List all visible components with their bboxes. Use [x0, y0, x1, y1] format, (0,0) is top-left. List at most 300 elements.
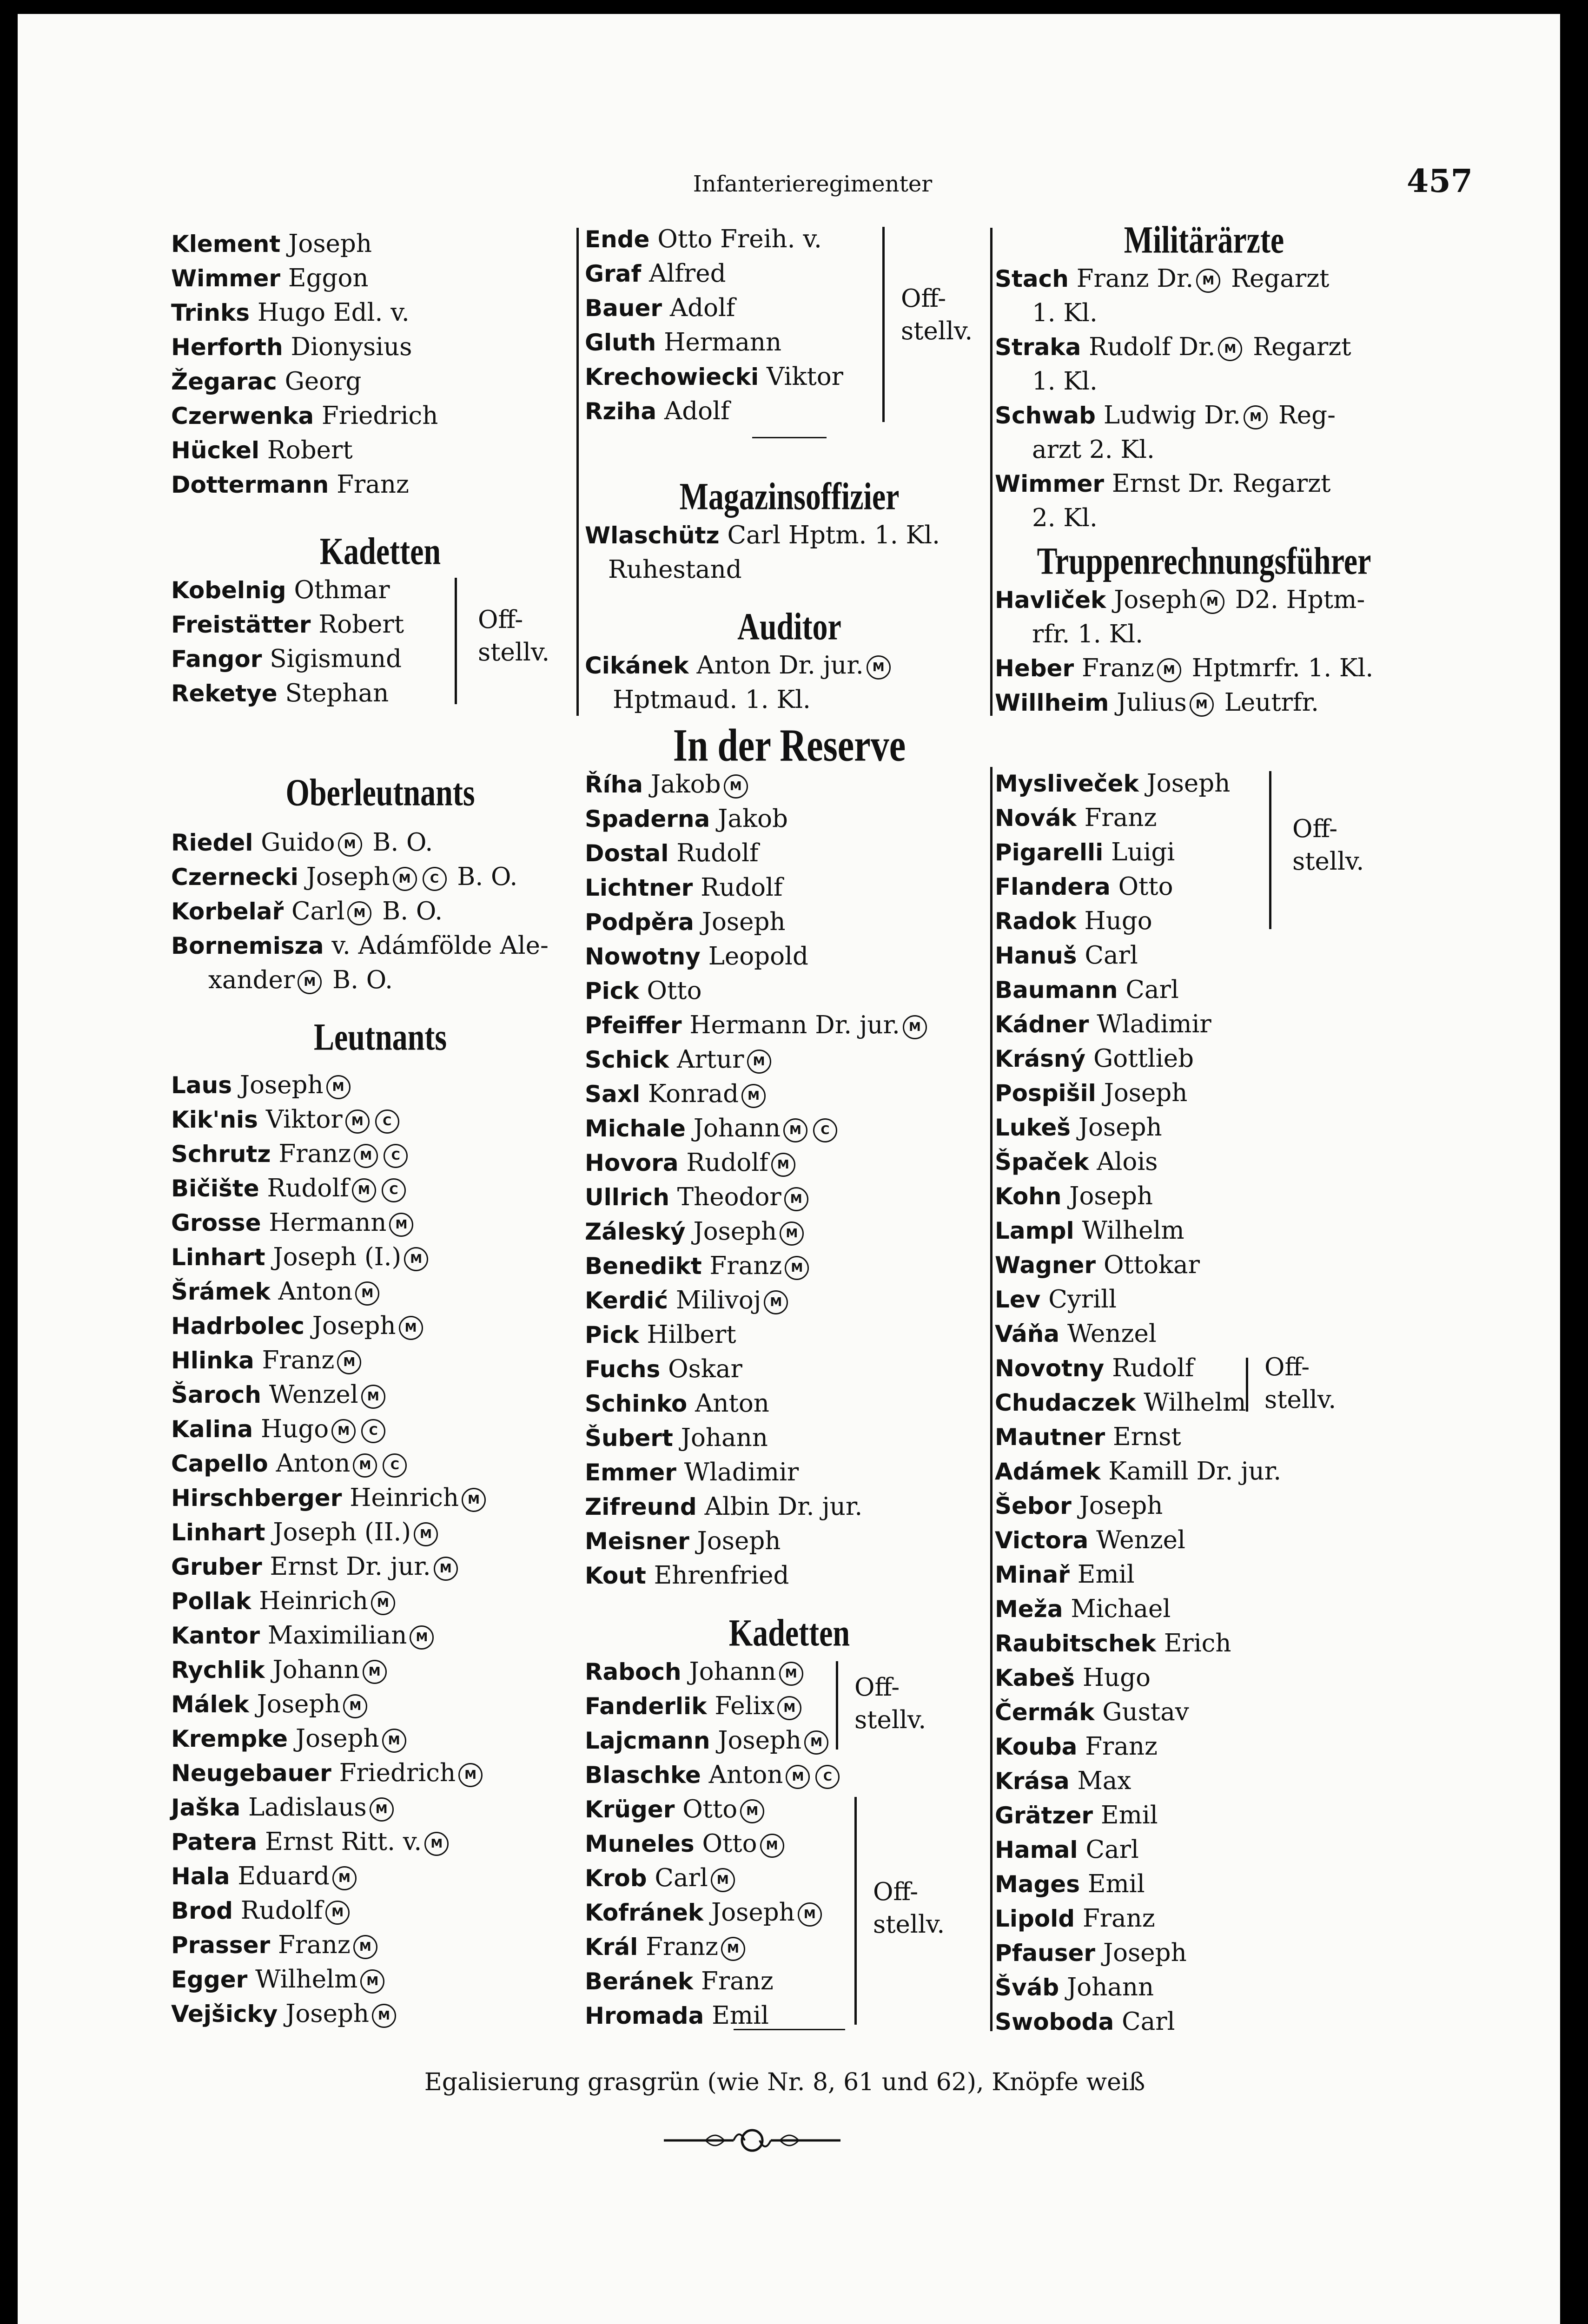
oberleutnant-entry	[171, 825, 589, 860]
reserve-entry	[995, 1867, 1413, 1901]
reserve-entry	[585, 939, 994, 974]
given-name: Friedrich	[339, 1759, 456, 1787]
leutnant-entry	[171, 1756, 589, 1790]
given-name: Artur	[677, 1045, 744, 1074]
surname: Říha	[585, 771, 643, 798]
list-item	[171, 364, 589, 399]
surname: Schwab	[995, 402, 1096, 429]
rank-text: Regarzt	[1253, 333, 1351, 361]
arzt-entry	[995, 330, 1413, 364]
middle-column	[585, 222, 994, 2033]
m-circle-icon: M	[784, 1187, 808, 1211]
surname: Stach	[995, 265, 1069, 292]
surname: Mysliveček	[995, 770, 1139, 797]
c-circle-icon: C	[813, 1118, 837, 1142]
given-name: Adolf	[664, 397, 730, 425]
given-name: Wenzel	[1096, 1526, 1186, 1554]
given-name: Emil	[1087, 1870, 1145, 1898]
m-circle-icon: M	[382, 1729, 406, 1753]
section-title-reserve: In der Reserve	[673, 720, 906, 771]
surname: Kofránek	[585, 1899, 704, 1926]
off-stellv-note: Off-stellv.	[1264, 1353, 1337, 1414]
surname: Lampl	[995, 1217, 1074, 1244]
reserve-entry	[585, 1318, 994, 1352]
surname: Gruber	[171, 1553, 262, 1580]
surname: Pospišil	[995, 1080, 1096, 1107]
surname: Dostal	[585, 840, 669, 867]
given-name: 2. Kl.	[1032, 504, 1098, 532]
surname: Linhart	[171, 1519, 265, 1546]
surname: Benedikt	[585, 1253, 702, 1280]
m-circle-icon: M	[711, 1868, 735, 1892]
reserve-entry	[585, 1249, 994, 1283]
aerzte-list	[995, 262, 1413, 535]
reserve-entry	[995, 1214, 1413, 1248]
given-name: Anton	[708, 1761, 783, 1789]
reserve-entry	[995, 2005, 1413, 2039]
surname: Pigarelli	[995, 839, 1104, 866]
list-item	[585, 360, 994, 394]
kadetten-entry	[171, 573, 589, 607]
reserve-entry	[585, 1111, 994, 1146]
m-circle-icon: M	[424, 1832, 449, 1856]
surname: Mautner	[995, 1424, 1105, 1451]
surname: Capello	[171, 1450, 268, 1477]
given-name: Joseph	[711, 1898, 795, 1927]
leutnant-entry	[171, 1343, 589, 1378]
m-circle-icon: M	[777, 1696, 801, 1720]
surname: Šrámek	[171, 1278, 271, 1305]
m-circle-icon: M	[360, 1969, 384, 1994]
surname: Mages	[995, 1871, 1080, 1898]
reserve-entry	[585, 1043, 994, 1077]
brace	[445, 578, 457, 704]
m-circle-icon: M	[740, 1799, 764, 1823]
given-name: Joseph	[693, 1217, 777, 1246]
surname: Fangor	[171, 646, 262, 673]
m-circle-icon: M	[404, 1247, 428, 1271]
list-item	[171, 227, 589, 261]
given-name: Rudolf	[267, 1174, 349, 1202]
reserve-entry	[995, 1110, 1413, 1145]
surname: Rychlik	[171, 1657, 265, 1684]
surname: Hlinka	[171, 1347, 254, 1374]
given-name: Johann	[681, 1424, 768, 1452]
given-name: Joseph	[295, 1724, 379, 1753]
m-circle-icon: M	[747, 1050, 771, 1074]
leutnants-list	[171, 1068, 589, 2031]
list-item	[171, 468, 589, 502]
off-stellv-note: Off-stellv.	[873, 1878, 945, 1939]
surname: Král	[585, 1934, 638, 1961]
given-name: Rudolf	[686, 1149, 768, 1177]
surname: Krempke	[171, 1725, 288, 1752]
m-circle-icon: M	[355, 1281, 379, 1306]
arzt-entry	[995, 433, 1413, 467]
given-name: Carl	[1085, 941, 1138, 970]
given-name: xander	[208, 966, 295, 994]
surname: Kerdić	[585, 1287, 668, 1314]
surname: Korbelař	[171, 898, 284, 925]
surname: Bornemisza	[171, 932, 324, 959]
surname: Emmer	[585, 1459, 676, 1486]
surname: Nowotny	[585, 943, 701, 970]
surname: Zifreund	[585, 1493, 697, 1520]
reserve-entry	[995, 1833, 1413, 1867]
c-circle-icon: C	[815, 1765, 840, 1789]
m-circle-icon: M	[337, 1350, 361, 1374]
given-name: Albin Dr. jur.	[704, 1492, 863, 1521]
given-name: Joseph	[1104, 1079, 1188, 1107]
given-name: Hermann	[269, 1208, 387, 1237]
surname: Hovora	[585, 1149, 679, 1176]
running-header: Infanterieregimenter	[693, 171, 933, 197]
rank-text: B. O.	[457, 863, 518, 891]
given-name: Kamill Dr. jur.	[1108, 1457, 1282, 1486]
leutnant-entry	[171, 1274, 589, 1309]
surname: Cikánek	[585, 652, 689, 679]
leutnant-entry	[171, 1962, 589, 1997]
m-circle-icon: M	[721, 1937, 745, 1961]
section-title-oberleutnants: Oberleutnants	[285, 771, 475, 814]
surname: Wimmer	[995, 470, 1105, 497]
surname: Schrutz	[171, 1141, 271, 1168]
surname: Czernecki	[171, 864, 298, 891]
given-name: Franz	[701, 1967, 774, 1995]
reserve-entry	[585, 1386, 994, 1421]
reserve-entry	[995, 1007, 1413, 1042]
surname: Šváb	[995, 1974, 1059, 2001]
m-circle-icon: M	[434, 1557, 458, 1581]
arzt-entry	[995, 501, 1413, 535]
reserve-entry	[995, 1901, 1413, 1936]
given-name: Ernst Dr. jur.	[270, 1552, 431, 1581]
rank-text: Hptmrfr. 1. Kl.	[1191, 654, 1374, 682]
m-circle-icon: M	[798, 1902, 822, 1927]
surname: Lichtner	[585, 874, 693, 901]
reserve-entry	[995, 1386, 1413, 1420]
rechnungsfuehrer-entry	[995, 686, 1413, 720]
list-item	[171, 296, 589, 330]
m-circle-icon: M	[771, 1153, 795, 1177]
c-circle-icon: C	[384, 1144, 408, 1168]
m-circle-icon: M	[393, 867, 417, 891]
leutnant-entry	[171, 1584, 589, 1618]
arzt-entry	[995, 364, 1413, 398]
given-name: Maximilian	[267, 1621, 407, 1650]
reserve-entry	[585, 1077, 994, 1111]
given-name: Anton Dr. jur.	[696, 651, 864, 680]
given-name: Hugo	[1082, 1664, 1151, 1692]
reserve-entry	[995, 766, 1413, 801]
mid-kadetten-b	[585, 1792, 994, 2033]
given-name: Rudolf	[240, 1896, 323, 1925]
oberleutnant-entry	[171, 860, 589, 894]
leutnant-entry	[171, 1825, 589, 1859]
given-name: Rudolf	[1112, 1354, 1194, 1382]
surname: Kout	[585, 1562, 646, 1589]
surname: Neugebauer	[171, 1760, 331, 1787]
oberleutnant-entry	[171, 963, 589, 997]
brace	[827, 1661, 838, 1750]
m-circle-icon: M	[414, 1522, 438, 1546]
rechnungsfuehrer-entry	[995, 651, 1413, 686]
given-name: Carl	[291, 897, 345, 925]
ornament-icon	[659, 2124, 845, 2157]
surname: Bičište	[171, 1175, 259, 1202]
surname: Prasser	[171, 1932, 271, 1959]
off-stellv-note: Off-stellv.	[478, 606, 550, 667]
surname: Minař	[995, 1561, 1070, 1588]
given-name: Max	[1077, 1767, 1131, 1795]
right-column	[995, 218, 1413, 2039]
surname: Graf	[585, 260, 642, 287]
reserve-entry	[995, 1076, 1413, 1110]
surname: Adámek	[995, 1458, 1101, 1485]
surname: Schinko	[585, 1390, 688, 1417]
m-circle-icon: M	[325, 1901, 350, 1925]
m-circle-icon: M	[783, 1118, 807, 1142]
surname: Trinks	[171, 299, 250, 326]
surname: Novák	[995, 805, 1077, 832]
rank-text: B. O.	[332, 966, 393, 994]
given-name: Franz	[262, 1346, 335, 1374]
surname: Pfauser	[995, 1940, 1096, 1967]
kadetten-entry	[585, 1723, 994, 1758]
given-name: Viktor	[767, 363, 843, 391]
m-circle-icon: M	[1190, 693, 1214, 717]
surname: Meža	[995, 1596, 1063, 1623]
m-circle-icon: M	[779, 1662, 803, 1686]
given-name: Anton	[278, 1277, 353, 1306]
given-name: Johann	[1067, 1973, 1154, 2001]
m-circle-icon: M	[458, 1763, 483, 1787]
surname: Meisner	[585, 1528, 689, 1555]
rank-text: Reg-	[1278, 401, 1336, 429]
surname: Šebor	[995, 1492, 1072, 1519]
right-reserve-c	[995, 1351, 1413, 1420]
given-name: Joseph	[306, 863, 390, 891]
leutnant-entry	[171, 1412, 589, 1446]
given-name: Franz	[646, 1933, 718, 1961]
surname: Šaroch	[171, 1381, 261, 1408]
given-name: Franz	[278, 1931, 351, 1959]
reserve-entry	[585, 802, 994, 836]
reserve-entry	[585, 767, 994, 802]
given-name: Joseph	[1079, 1492, 1163, 1520]
surname: Kabeš	[995, 1664, 1075, 1691]
c-circle-icon: C	[361, 1419, 385, 1443]
reserve-entry	[995, 1282, 1413, 1317]
given-name: arzt 2. Kl.	[1032, 436, 1155, 464]
given-name: Julius	[1117, 688, 1187, 717]
surname: Linhart	[171, 1244, 265, 1271]
given-name: Friedrich	[321, 402, 438, 430]
given-name: Wilhelm	[1144, 1388, 1246, 1417]
given-name: Michael	[1071, 1595, 1171, 1623]
magazin-entry-cont: Ruhestand	[608, 555, 742, 584]
given-name: 1. Kl.	[1032, 299, 1098, 327]
leutnant-entry	[171, 1171, 589, 1206]
given-name: Wenzel	[1067, 1320, 1157, 1348]
brace	[1260, 771, 1271, 929]
surname: Willheim	[995, 689, 1109, 716]
reserve-entry	[585, 871, 994, 905]
c-circle-icon: C	[383, 1453, 407, 1478]
surname: Lipold	[995, 1905, 1075, 1932]
surname: Straka	[995, 334, 1081, 361]
given-name: Joseph	[285, 2000, 370, 2028]
leutnant-entry	[171, 1206, 589, 1240]
given-name: Sigismund	[270, 645, 402, 673]
m-circle-icon: M	[764, 1290, 788, 1314]
surname: Patera	[171, 1829, 258, 1855]
reserve-entry	[585, 1180, 994, 1215]
surname: Muneles	[585, 1830, 695, 1857]
surname: Freistätter	[171, 611, 311, 638]
given-name: v. Adámfölde Ale-	[331, 931, 549, 960]
reserve-entry	[995, 1179, 1413, 1214]
reserve-entry	[995, 938, 1413, 973]
list-item	[171, 261, 589, 296]
leutnant-entry	[171, 1997, 589, 2031]
leutnant-entry	[171, 1790, 589, 1825]
given-name: 1. Kl.	[1032, 367, 1098, 396]
surname: Krechowiecki	[585, 363, 759, 390]
m-circle-icon: M	[361, 1385, 385, 1409]
mid-kadetten-a	[585, 1655, 994, 1758]
surname: Schick	[585, 1046, 669, 1073]
reserve-entry	[995, 1248, 1413, 1282]
surname: Kádner	[995, 1011, 1089, 1038]
m-circle-icon: M	[786, 1765, 810, 1789]
given-name: Guido	[261, 828, 335, 857]
given-name: Milivoj	[675, 1286, 761, 1314]
reserve-entry	[585, 1524, 994, 1558]
section-title-truppenrechnungsfuehrer: Truppenrechnungsführer	[1037, 540, 1371, 583]
surname: Beránek	[585, 1968, 694, 1995]
given-name: Wladimir	[684, 1458, 799, 1486]
given-name: Ladislaus	[248, 1793, 367, 1822]
m-circle-icon: M	[389, 1213, 413, 1237]
given-name: Emil	[1100, 1801, 1158, 1829]
given-name: Ernst Dr. Regarzt	[1112, 469, 1331, 498]
surname: Novotny	[995, 1355, 1105, 1382]
section-title-magazinsoffizier: Magazinsoffizier	[679, 475, 900, 518]
given-name: Emil	[712, 2001, 769, 2030]
m-circle-icon: M	[1244, 405, 1268, 429]
c-circle-icon: C	[375, 1109, 399, 1134]
surname: Klement	[171, 231, 281, 257]
list-item	[585, 222, 994, 257]
surname: Hadrbolec	[171, 1313, 304, 1340]
given-name: Joseph	[257, 1690, 341, 1718]
leutnant-entry	[171, 1309, 589, 1343]
given-name: Joseph	[1069, 1182, 1153, 1210]
leutnant-entry	[171, 1446, 589, 1481]
reserve-entry	[995, 1454, 1413, 1489]
reserve-entry	[995, 1351, 1413, 1386]
given-name: Franz	[278, 1140, 351, 1168]
surname: Kalina	[171, 1416, 253, 1443]
surname: Šubert	[585, 1425, 673, 1452]
reserve-entry	[995, 1798, 1413, 1833]
given-name: Konrad	[648, 1080, 739, 1108]
surname: Blaschke	[585, 1762, 701, 1789]
given-name: Alfred	[649, 259, 726, 288]
surname: Pollak	[171, 1588, 251, 1615]
given-name: Joseph	[1146, 769, 1231, 798]
reserve-entry	[585, 1455, 994, 1490]
given-name: Johann	[693, 1114, 781, 1142]
reserve-entry	[995, 1489, 1413, 1523]
leutnant-entry	[171, 1378, 589, 1412]
m-circle-icon: M	[363, 1660, 387, 1684]
arzt-entry	[995, 296, 1413, 330]
given-name: Viktor	[265, 1105, 343, 1134]
right-reserve-a	[995, 766, 1413, 938]
reserve-entry	[995, 1764, 1413, 1798]
given-name: Hermann	[664, 328, 782, 357]
m-circle-icon: M	[345, 1109, 370, 1134]
m-circle-icon: M	[1218, 337, 1242, 361]
given-name: rfr. 1. Kl.	[1032, 620, 1143, 648]
kadetten-entry	[585, 1827, 994, 1861]
surname: Hückel	[171, 437, 260, 464]
given-name: Heinrich	[350, 1484, 459, 1512]
given-name: Franz Dr.	[1076, 264, 1194, 293]
given-name: Franz	[1081, 654, 1154, 682]
given-name: Cyrill	[1048, 1285, 1117, 1314]
surname: Havliček	[995, 587, 1106, 614]
given-name: Rudolf	[701, 873, 783, 902]
given-name: Joseph (II.)	[273, 1518, 411, 1546]
m-circle-icon: M	[298, 970, 322, 994]
m-circle-icon: M	[1196, 269, 1220, 293]
m-circle-icon: M	[370, 1797, 394, 1822]
kadetten-entry	[585, 1792, 994, 1827]
rank-text: Hptm. 1. Kl.	[788, 521, 940, 549]
given-name: Carl	[1122, 2007, 1175, 2036]
given-name: Franz	[1084, 804, 1157, 832]
given-name: Carl	[1125, 976, 1179, 1004]
reserve-entry	[585, 974, 994, 1008]
given-name: Johann	[272, 1656, 360, 1684]
kadetten-entry	[585, 1758, 994, 1792]
kadetten-entry	[585, 1964, 994, 1999]
rank-text: D2. Hptm-	[1235, 586, 1365, 614]
arzt-entry	[995, 398, 1413, 433]
surname: Podpěra	[585, 909, 694, 936]
surname: Hanuš	[995, 942, 1077, 969]
leutnant-entry	[171, 1550, 589, 1584]
given-name: Hugo Edl. v.	[257, 298, 410, 327]
surname: Krüger	[585, 1796, 675, 1823]
given-name: Eduard	[238, 1862, 330, 1890]
reserve-entry	[995, 1592, 1413, 1626]
m-circle-icon: M	[760, 1834, 784, 1858]
reserve-entry	[585, 1215, 994, 1249]
m-circle-icon: M	[780, 1221, 804, 1246]
magazin-entry	[585, 518, 994, 553]
given-name: Alois	[1097, 1148, 1158, 1176]
surname: Rziha	[585, 398, 657, 425]
given-name: Joseph	[1103, 1939, 1187, 1967]
oberleutnant-entry	[171, 929, 589, 963]
page	[18, 14, 1560, 2324]
arzt-entry	[995, 467, 1413, 501]
surname: Čermák	[995, 1699, 1095, 1726]
